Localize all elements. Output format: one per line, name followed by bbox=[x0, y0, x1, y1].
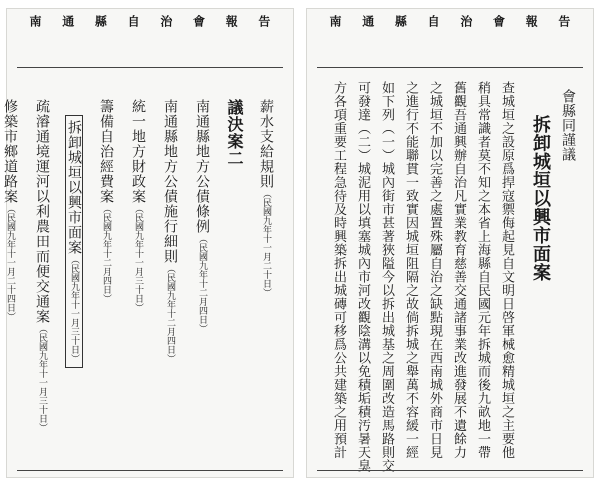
item-text: 統一地方財政案 bbox=[130, 99, 146, 204]
header-char: 會 bbox=[491, 15, 506, 27]
highlight-box bbox=[65, 115, 83, 368]
body-line: 之城垣不加以完善之處置殊屬自治之缺點現在西南城外商市日見 bbox=[427, 81, 442, 459]
header-char: 告 bbox=[556, 15, 571, 27]
footer-divider bbox=[17, 470, 283, 471]
item-text: 籌備自治經費案 bbox=[98, 99, 114, 204]
item-date: （民國九年十一月三十日） bbox=[69, 255, 79, 363]
body-line: 查城垣之設原爲捍寇禦侮起見自文明日啓軍械愈精城垣之主要他 bbox=[499, 81, 514, 459]
list-item bbox=[125, 75, 151, 463]
left-page-columns bbox=[2, 75, 279, 463]
body-line: 方各項重要工程急待及時興築拆出城磚可移爲公共建築之用預計 bbox=[331, 81, 346, 459]
left-page-header bbox=[17, 15, 283, 67]
left-page bbox=[2, 8, 294, 478]
right-page bbox=[306, 8, 594, 478]
header-char: 縣 bbox=[393, 15, 408, 27]
item-date: （民國九年十二月四日） bbox=[197, 234, 207, 333]
item-date: （民國九年十一月二十日） bbox=[261, 189, 271, 297]
header-char: 治 bbox=[158, 15, 173, 27]
item-date: （民國九年十二月四日） bbox=[165, 264, 175, 363]
header-char: 縣 bbox=[93, 15, 108, 27]
item-text: 修築市鄉道路案 bbox=[2, 99, 18, 204]
right-page-header bbox=[317, 15, 583, 67]
header-char: 通 bbox=[60, 15, 75, 27]
list-item bbox=[93, 75, 119, 463]
item-date: （民國九年十二月四日） bbox=[101, 204, 111, 303]
resolution-label: 會縣同謹議 bbox=[560, 89, 576, 162]
header-char: 報 bbox=[224, 15, 239, 27]
item-text: 薪水支給規則 bbox=[258, 99, 274, 189]
body-line: 可發達（二）城泥用以填塞城內市河改觀陰溝以免積垢積汚暑天臭 bbox=[355, 81, 370, 473]
header-char: 會 bbox=[191, 15, 206, 27]
item-date: （民國九年十一月三十日） bbox=[133, 204, 143, 312]
item-text: 南通縣地方公債條例 bbox=[194, 99, 210, 234]
header-char: 通 bbox=[360, 15, 375, 27]
body-line: 稍具常識者莫不知之本省上海縣自民國元年拆城而後九畝地一帶 bbox=[475, 81, 490, 459]
header-divider bbox=[317, 67, 583, 68]
header-char: 自 bbox=[426, 15, 441, 27]
body-line: 舊觀吾通興辦自治凡實業教育慈善交通諸事業改進發展不遺餘力 bbox=[451, 81, 466, 459]
article-title: 拆卸城垣以興市面案 bbox=[530, 115, 551, 282]
list-item bbox=[29, 75, 55, 463]
list-item-highlighted bbox=[61, 75, 87, 463]
header-char: 自 bbox=[126, 15, 141, 27]
section-title: 議決案二 bbox=[225, 99, 244, 167]
item-date: （民國九年十一月三十日） bbox=[37, 324, 47, 432]
header-char: 報 bbox=[524, 15, 539, 27]
list-item bbox=[0, 75, 23, 463]
list-item bbox=[189, 75, 215, 463]
body-line: 如下列（一）城內街市甚著狹隘今以拆出城基之周圍改造馬路則交 bbox=[379, 81, 394, 473]
header-char: 南 bbox=[28, 15, 42, 27]
body-line: 之進行不能聯貫一致實因城垣阻隔之故倘拆城之舉萬不容緩一經 bbox=[403, 81, 418, 459]
footer-divider bbox=[317, 470, 583, 471]
header-char: 告 bbox=[256, 15, 271, 27]
item-text: 拆卸城垣以興市面案 bbox=[66, 120, 82, 255]
item-text: 南通縣地方公債施行細則 bbox=[162, 99, 178, 264]
header-char: 南 bbox=[328, 15, 342, 27]
header-divider bbox=[17, 67, 283, 68]
right-page-columns bbox=[321, 75, 579, 473]
header-char: 治 bbox=[458, 15, 473, 27]
list-item bbox=[157, 75, 183, 463]
item-date: （民國九年十一月二十四日） bbox=[5, 204, 15, 321]
item-text: 疏濬通境運河以利農田而便交通案 bbox=[34, 99, 50, 324]
list-item bbox=[253, 75, 279, 463]
